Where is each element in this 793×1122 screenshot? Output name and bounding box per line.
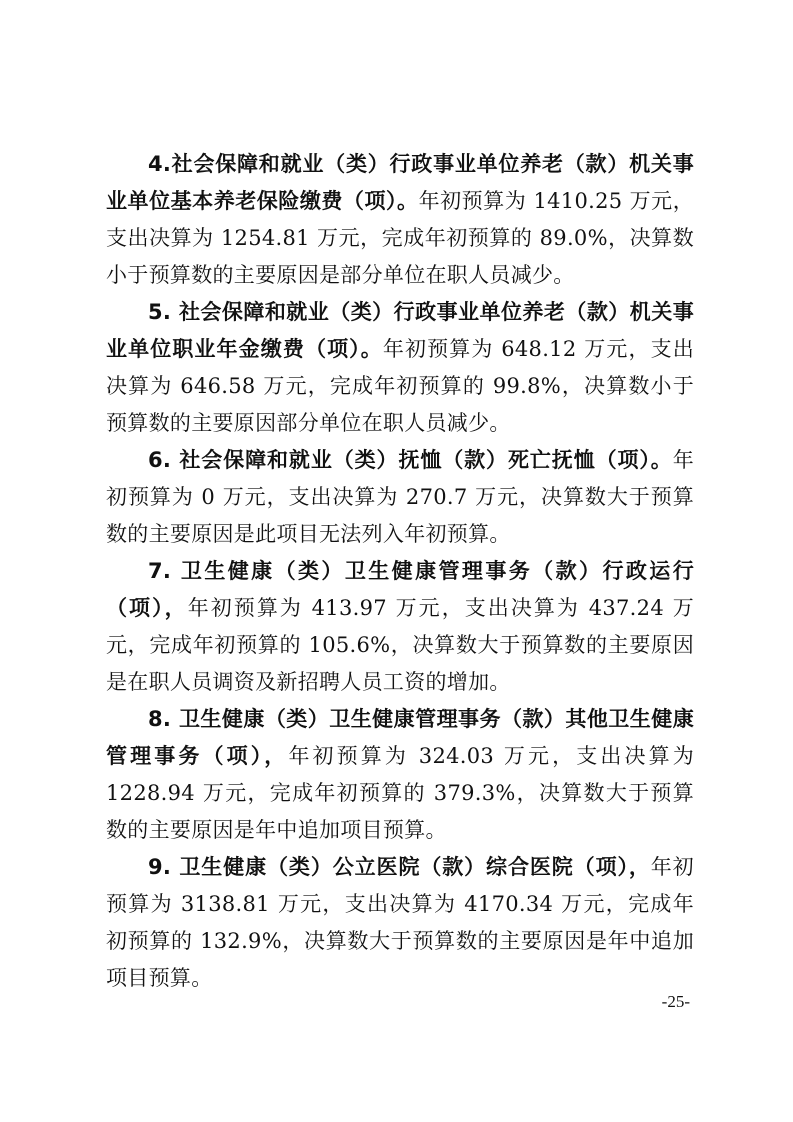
paragraph-item-9: [106, 849, 694, 997]
paragraph-item-6: [106, 442, 694, 553]
paragraph-heading: 6. 社会保障和就业（类）抚恤（款）死亡抚恤（项）。: [148, 448, 673, 472]
paragraph-heading: 9. 卫生健康（类）公立医院（款）综合医院（项），: [148, 855, 651, 879]
document-body: [106, 146, 694, 997]
paragraph-heading: 4.社会保障和就业（类）行政事业单位养老（款）机关事业单位基本养老保险缴费（项）。: [106, 152, 694, 213]
paragraph-text: 年初预算为 648.12 万元，支出决算为 646.58 万元，完成年初预算的 99.8%，决算数小于预算数的主要原因部分单位在职人员减少。: [106, 337, 694, 435]
paragraph-item-4: [106, 146, 694, 294]
paragraph-heading: 7. 卫生健康（类）卫生健康管理事务（款）行政运行（项），: [106, 559, 694, 620]
paragraph-heading: 5. 社会保障和就业（类）行政事业单位养老（款）机关事业单位职业年金缴费（项）。: [106, 300, 694, 361]
paragraph-heading: 8. 卫生健康（类）卫生健康管理事务（款）其他卫生健康管理事务（项），: [106, 707, 694, 768]
paragraph-item-5: [106, 294, 694, 442]
paragraph-item-8: [106, 701, 694, 849]
paragraph-text: 年初预算为 1410.25 万元，支出决算为 1254.81 万元，完成年初预算的 89.0%，决算数小于预算数的主要原因是部分单位在职人员减少。: [106, 189, 695, 287]
paragraph-item-7: [106, 553, 694, 701]
paragraph-text: 年初预算为 324.03 万元，支出决算为 1228.94 万元，完成年初预算的 379.3%，决算数大于预算数的主要原因是年中追加项目预算。: [106, 744, 694, 842]
paragraph-text: 年初预算为 0 万元，支出决算为 270.7 万元，决算数大于预算数的主要原因是此项目无法列入年初预算。: [106, 448, 694, 546]
paragraph-text: 年初预算为 3138.81 万元，支出决算为 4170.34 万元，完成年初预算的 132.9%，决算数大于预算数的主要原因是年中追加项目预算。: [106, 855, 694, 990]
paragraph-text: 年初预算为 413.97 万元，支出决算为 437.24 万元，完成年初预算的 105.6%，决算数大于预算数的主要原因是在职人员调资及新招聘人员工资的增加。: [106, 596, 694, 694]
page-number: -25-: [661, 992, 690, 1011]
